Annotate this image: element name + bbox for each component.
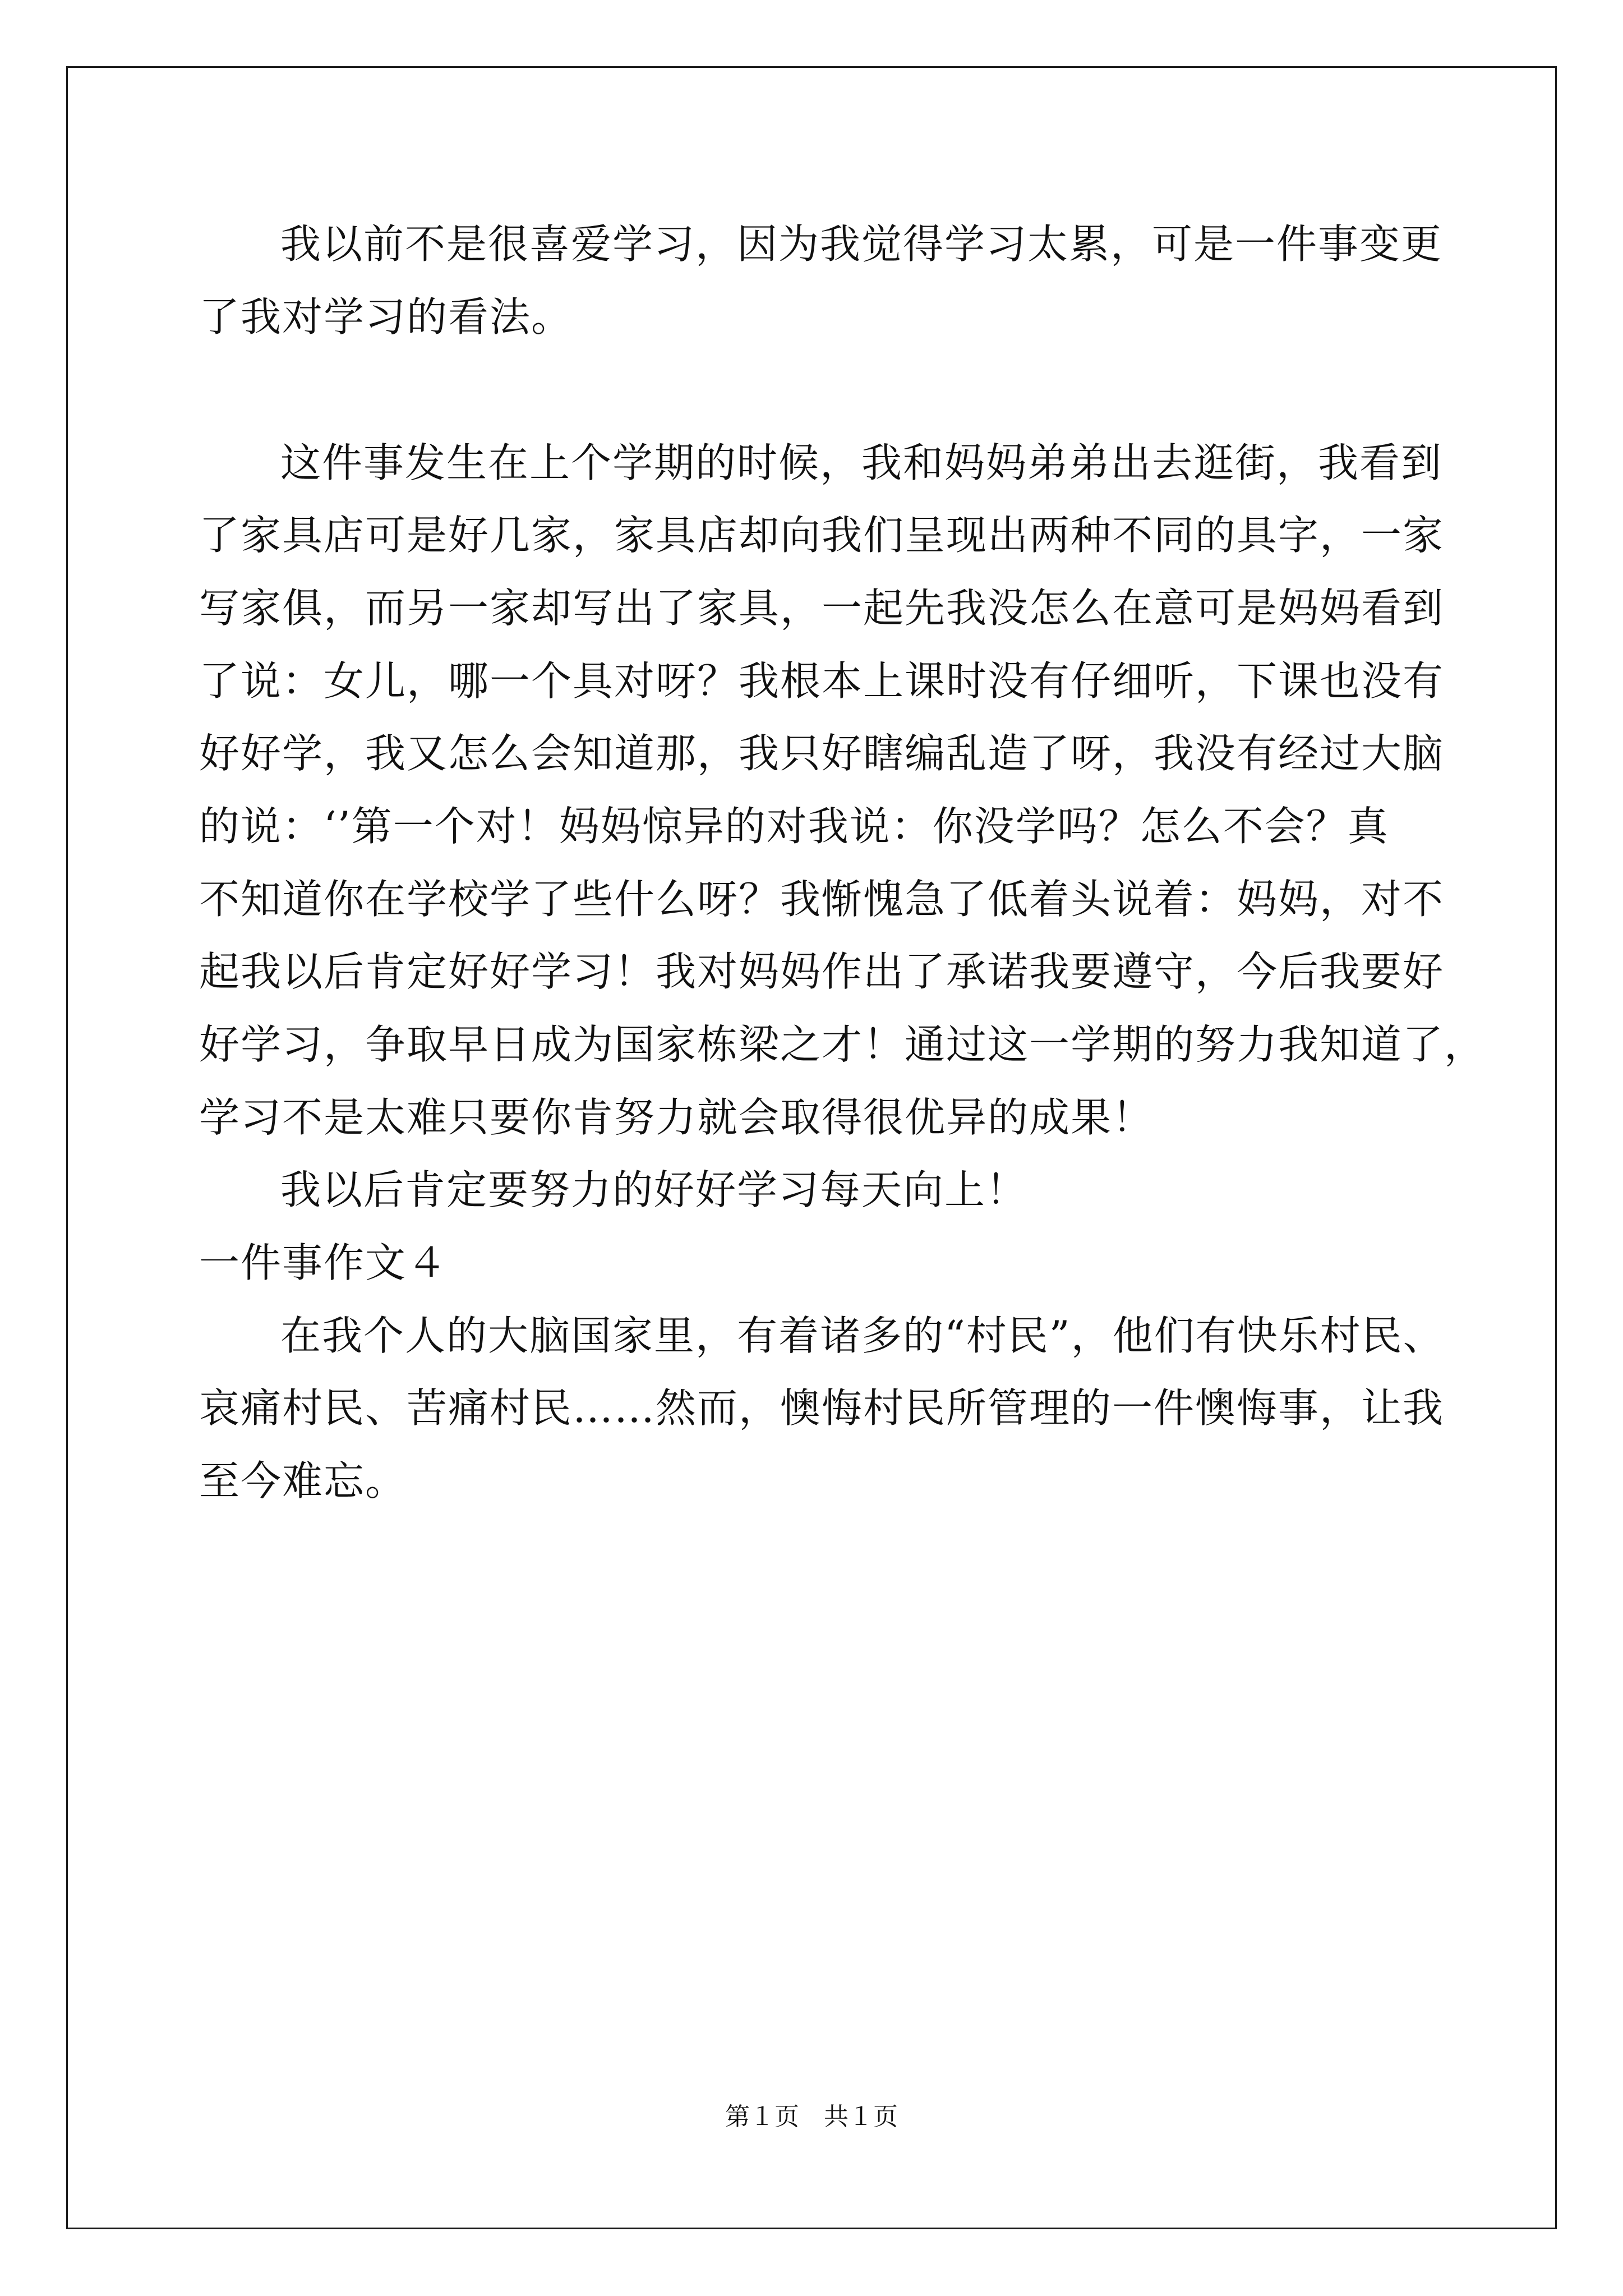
- paragraph-line: 我以前不是很喜爱学习，因为我觉得学习太累，可是一件事变更: [280, 220, 1443, 268]
- paragraph-line: 好好学，我又怎么会知道那，我只好瞎编乱造了呀，我没有经过大脑: [199, 730, 1445, 777]
- paragraph-line: 我以后肯定要努力的好好学习每天向上！: [280, 1166, 1028, 1213]
- page-number-footer: 第１页 共１页: [725, 2102, 898, 2131]
- paragraph-line: 的说：‘’第一个对！妈妈惊异的对我说：你没学吗？怎么不会？真: [199, 803, 1389, 850]
- paragraph-line: 好学习，争取早日成为国家栋梁之才！通过这一学期的努力我知道了，: [199, 1021, 1486, 1068]
- paragraph-line: 学习不是太难只要你肯努力就会取得很优异的成果！: [199, 1094, 1154, 1141]
- section-heading: 一件事作文４: [199, 1239, 449, 1286]
- paragraph-line: 了家具店可是好几家，家具店却向我们呈现出两种不同的具字，一家: [199, 512, 1445, 559]
- paragraph-line: 在我个人的大脑国家里，有着诸多的“村民”，他们有快乐村民、: [280, 1312, 1445, 1359]
- paragraph-line: 写家俱，而另一家却写出了家具，一起先我没怎么在意可是妈妈看到: [199, 585, 1445, 632]
- paragraph-line: 哀痛村民、苦痛村民……然而，懊悔村民所管理的一件懊悔事，让我: [199, 1384, 1445, 1432]
- paragraph-line: 至今难忘。: [199, 1457, 407, 1504]
- paragraph-line: 这件事发生在上个学期的时候，我和妈妈弟弟出去逛街，我看到: [280, 439, 1443, 486]
- paragraph-line: 了说：女儿，哪一个具对呀？我根本上课时没有仔细听，下课也没有: [199, 657, 1445, 705]
- paragraph-line: 起我以后肯定好好学习！我对妈妈作出了承诺我要遵守，今后我要好: [199, 948, 1445, 995]
- paragraph-line: 不知道你在学校学了些什么呀？我惭愧急了低着头说着：妈妈，对不: [199, 876, 1445, 923]
- paragraph-line: 了我对学习的看法。: [199, 293, 573, 341]
